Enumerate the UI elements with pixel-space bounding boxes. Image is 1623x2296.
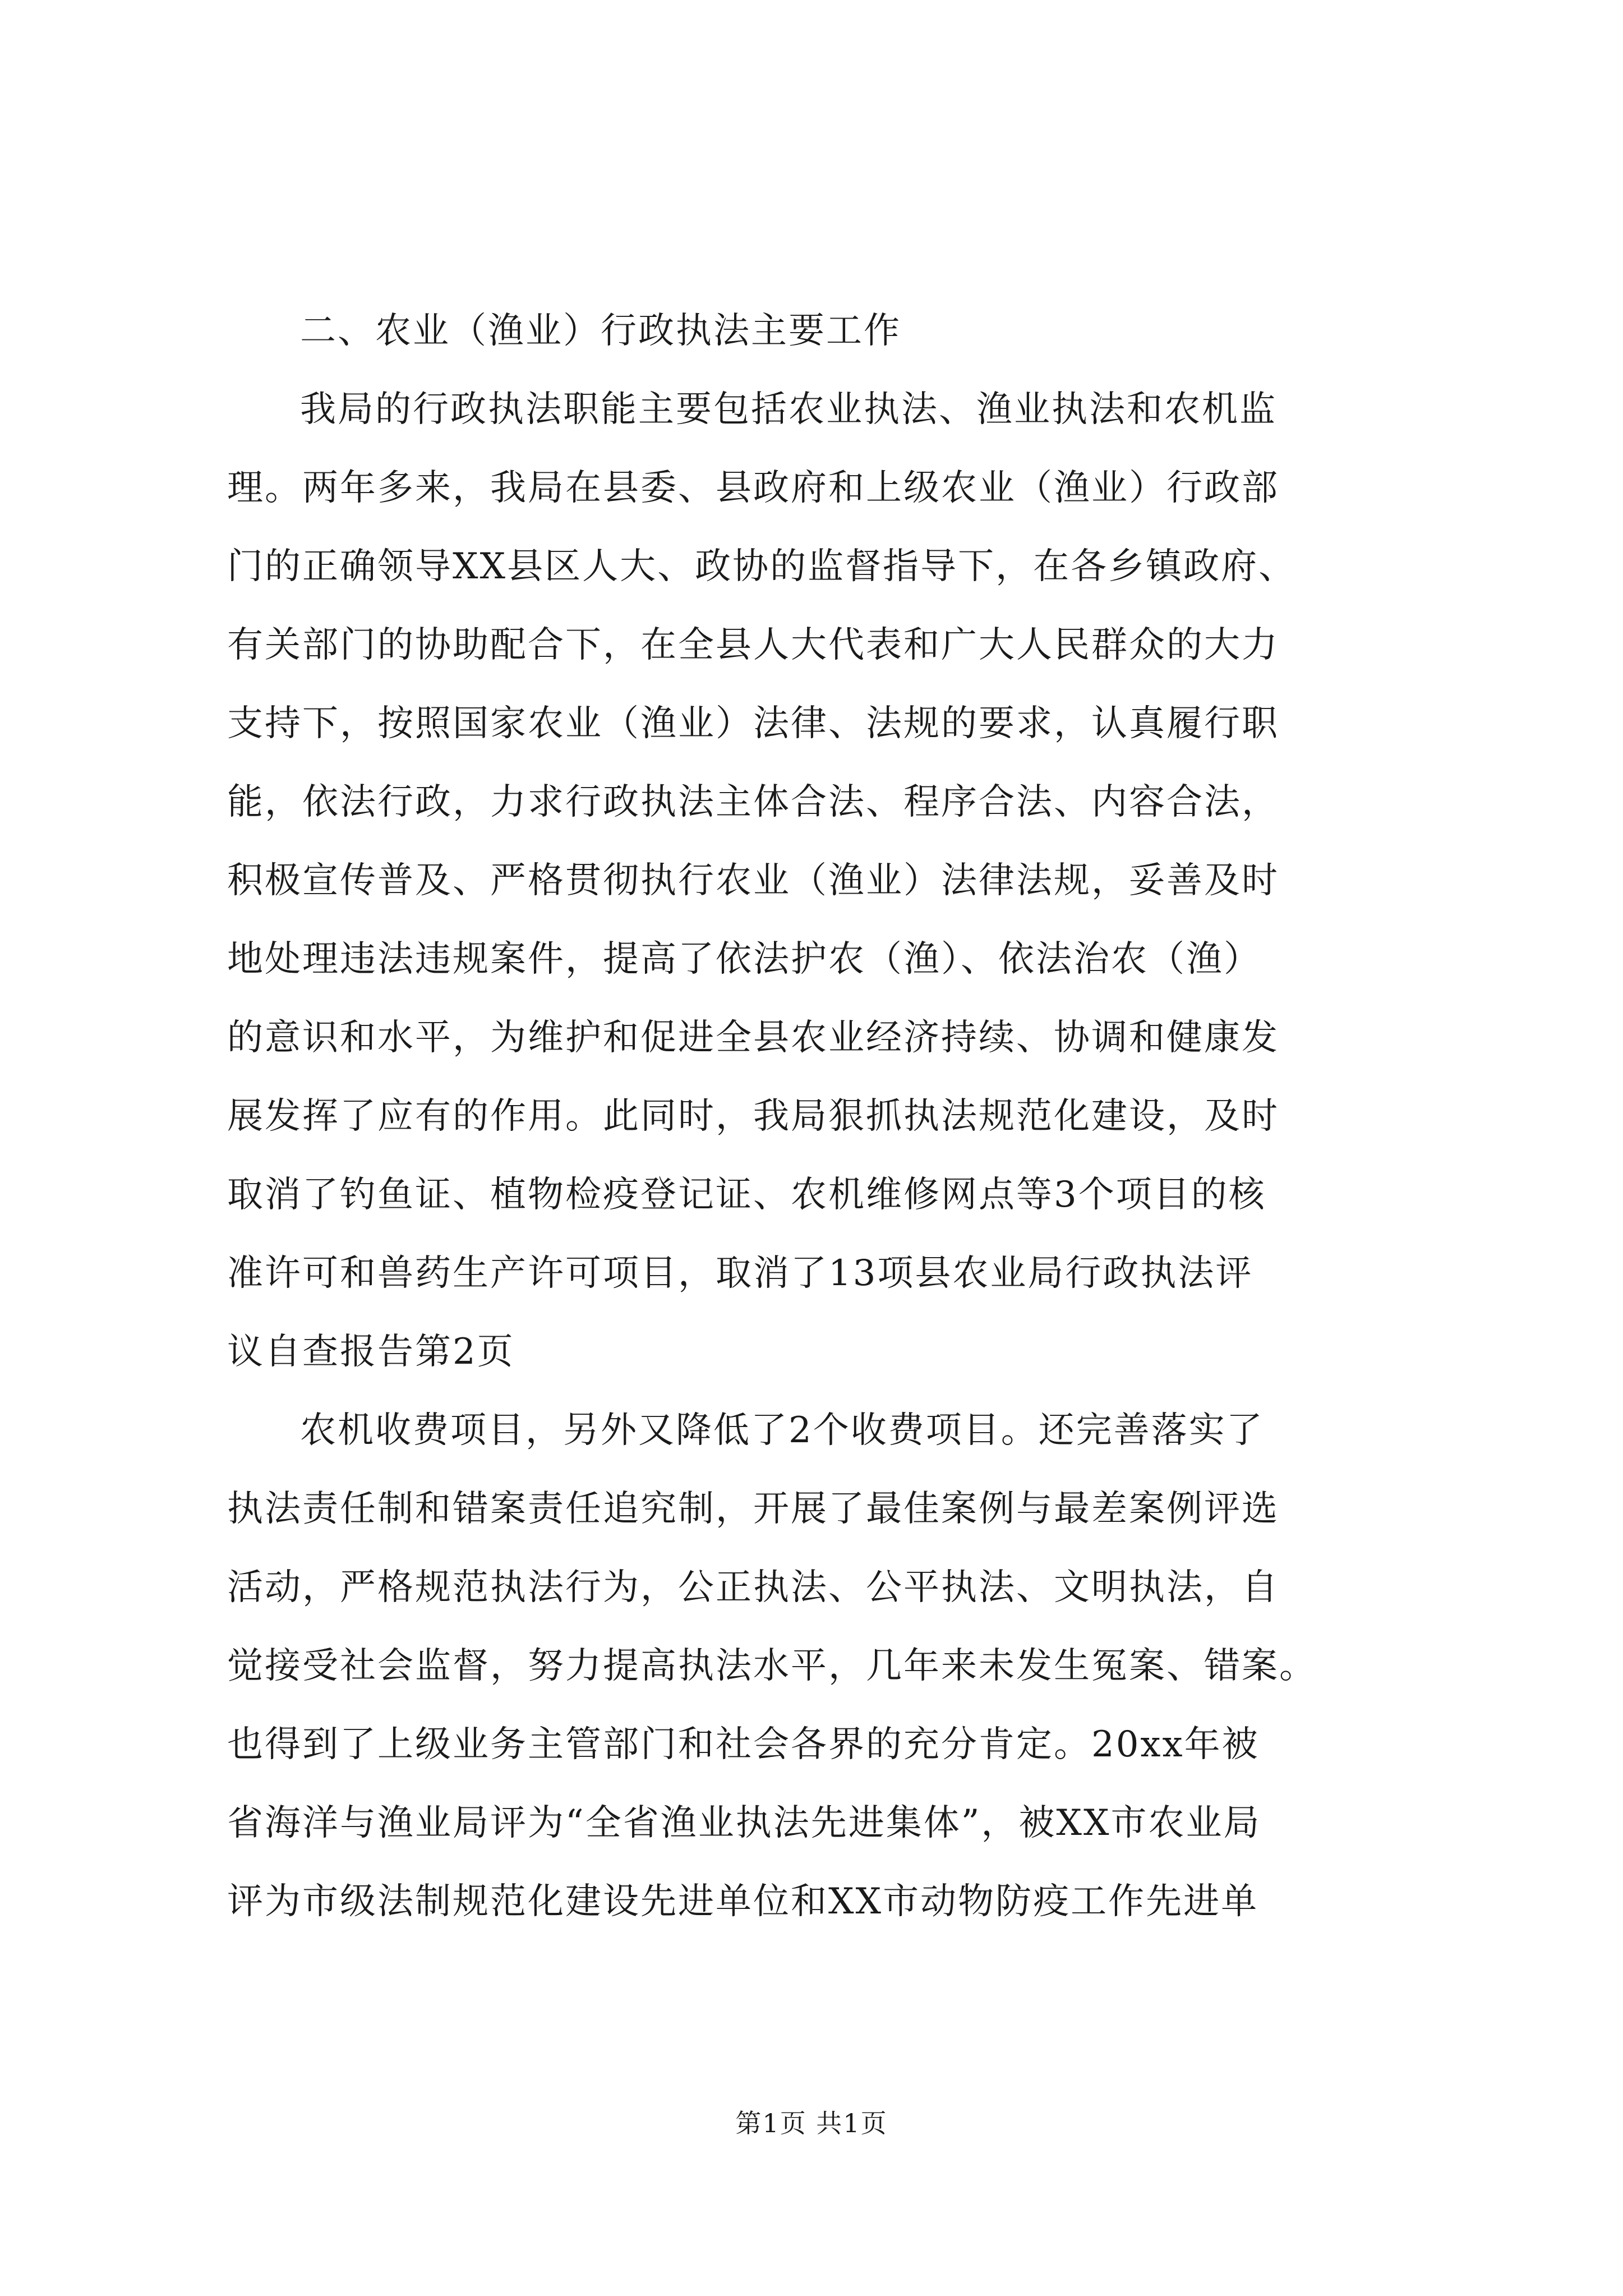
paragraph-line: 的意识和水平，为维护和促进全县农业经济持续、协调和健康发 [227, 1017, 1279, 1059]
paragraph-line: 评为市级法制规范化建设先进单位和XX市动物防疫工作先进单 [227, 1881, 1259, 1922]
paragraph-line: 议自查报告第2页 [227, 1331, 515, 1373]
page-footer: 第1页 共1页 [735, 2108, 888, 2138]
paragraph-line: 觉接受社会监督，努力提高执法水平，几年来未发生冤案、错案。 [227, 1645, 1317, 1687]
paragraph-line: 农机收费项目，另外又降低了2个收费项目。还完善落实了 [300, 1410, 1264, 1451]
paragraph-line: 我局的行政执法职能主要包括农业执法、渔业执法和农机监 [300, 389, 1277, 430]
paragraph-line: 执法责任制和错案责任追究制，开展了最佳案例与最差案例评选 [227, 1488, 1279, 1530]
paragraph-line: 能，依法行政，力求行政执法主体合法、程序合法、内容合法， [227, 781, 1279, 823]
paragraph-line: 有关部门的协助配合下，在全县人大代表和广大人民群众的大力 [227, 624, 1279, 666]
paragraph-line: 准许可和兽药生产许可项目，取消了13项县农业局行政执法评 [227, 1253, 1253, 1294]
paragraph-line: 也得到了上级业务主管部门和社会各界的充分肯定。20xx年被 [227, 1724, 1260, 1765]
paragraph-line: 门的正确领导XX县区人大、政协的监督指导下，在各乡镇政府、 [227, 546, 1297, 587]
paragraph-line: 活动，严格规范执法行为，公正执法、公平执法、文明执法，自 [227, 1567, 1279, 1608]
paragraph-line: 展发挥了应有的作用。此同时，我局狠抓执法规范化建设，及时 [227, 1096, 1279, 1137]
paragraph-line: 取消了钓鱼证、植物检疫登记证、农机维修网点等3个项目的核 [227, 1174, 1266, 1216]
section-heading: 二、农业（渔业）行政执法主要工作 [300, 310, 901, 352]
paragraph-line: 地处理违法违规案件，提高了依法护农（渔）、依法治农（渔） [227, 938, 1261, 980]
paragraph-line: 支持下，按照国家农业（渔业）法律、法规的要求，认真履行职 [227, 703, 1279, 744]
paragraph-line: 积极宣传普及、严格贯彻执行农业（渔业）法律法规，妥善及时 [227, 860, 1279, 901]
paragraph-line: 省海洋与渔业局评为“全省渔业执法先进集体”，被XX市农业局 [227, 1802, 1261, 1844]
paragraph-line: 理。两年多来，我局在县委、县政府和上级农业（渔业）行政部 [227, 467, 1279, 509]
